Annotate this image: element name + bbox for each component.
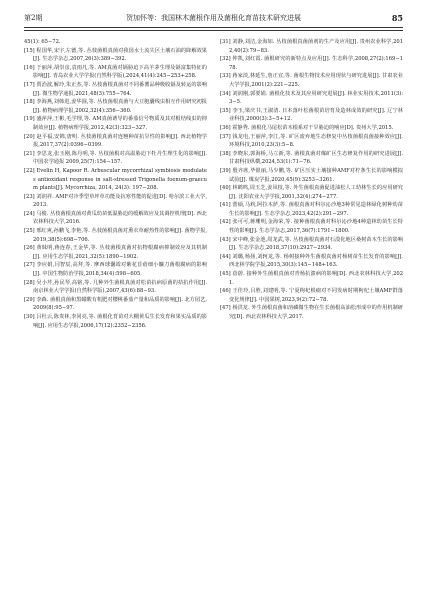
reference-entry (24, 261, 207, 278)
reference-text: 李森. 菌根真菌和黑蜡酸有机肥对樱桃番茄产量和品质的影响[J]. 北方园艺,2009(8):95−97. (33, 296, 207, 312)
reference-text: 贾治波,解玲,朱正杰,等. 丛枝菌根真菌对不同番薯品种吸收镉及转运的影响[J]. 微生物学通报,2021,48(3):755−764. (33, 81, 207, 97)
reference-number: [17] (24, 81, 37, 88)
reference-number: [40] (220, 185, 233, 192)
reference-entry (220, 201, 403, 218)
reference-text: 盛萍萍,王彬,毛学理,等. AM真菌诱导的番茄信号物质及其对根结线虫的抑制效应[J]. 植物病理学报,2012,42(3):323−327. (33, 116, 207, 131)
reference-text: Evelin H, Kapoor R. Arbuscular mycorrhizal symbiosis modulates antioxidant response in salt-stressed Trigonella foenum-graecum plants[J]. Mycorrhiza, 2014, 24(3): 197−208. (33, 167, 207, 192)
reference-number: [45] (220, 271, 233, 278)
running-title: 贺加怀等：我国林木菌根作用及菌根化育苗技术研究进展 (126, 14, 301, 22)
reference-number: [36] (220, 124, 233, 131)
reference-number: [22] (24, 167, 37, 174)
reference-number: [42] (220, 219, 233, 226)
reference-number: [37] (220, 133, 233, 140)
reference-text: 程国华,宋宇,左德,等. 丛枝菌根真菌对我国水土流失区土壤石油的降解效果[J]. 生态学杂志,2007,26(3):389−392. (33, 47, 207, 63)
reference-number: [25] (24, 228, 37, 235)
reference-entry (220, 287, 403, 304)
reference-text: 霍静秀. 菌根化马尾松苗木根系对干旱胁迫的响应[D]. 贵州大学,2015. (232, 124, 394, 131)
reference-number: [43] (220, 236, 233, 243)
header-rule (24, 27, 403, 28)
reference-number: [26] (24, 245, 37, 252)
reference-text: 蒋家淡,林延生,詹正宜,等. 菌根生物技术应用现状与研究进展[J]. 甘肃农业大学学报,2001(2):221−225. (229, 73, 403, 88)
reference-text: 刘璐,杨扬,刘轲龙,等. 杨树接种外生菌根真菌对杨树苗生长发育的影响[J]. 西北林学院学报,2015,30(3):145−148+163. (229, 253, 403, 269)
reference-number: [19] (24, 116, 37, 123)
reference-text: 45(1): 65−72. (24, 39, 61, 45)
reference-text: 刘润刚,郭要娟. 菌根化技术及其应用研究进展[J]. 林业实用技术,2011(3):3−5. (229, 90, 403, 106)
reference-text: 李海燕,刘韩进,姜华圆,等. 丛枝菌根真菌与大豆胞囊线虫相互作用研究初报[J]. 植物病理学报,2002,32(4):356−360. (33, 99, 207, 114)
reference-entry (24, 38, 207, 47)
reference-text: 杨洪龙. 外生菌根真菌和溶磷微生物在生长菌根高油松形成中的作用机制研究[D]. 西北农林科技大学,2017. (229, 305, 403, 320)
reference-number: [44] (220, 253, 233, 260)
reference-number: [30] (24, 314, 37, 320)
reference-number: [16] (24, 64, 37, 71)
reference-column-left (24, 38, 207, 330)
reference-number: [41] (220, 202, 233, 209)
reference-entry (220, 218, 403, 235)
reference-text: 吴小芹,孙民琴,高铭,等. 几种外生菌根真菌对松苗抗病原菌的拮抗作用[J]. 南京林业大学学报(自然科学版),2007,43(6):88−93. (33, 279, 207, 295)
reference-entry (220, 270, 403, 287)
reference-text: 吕杜云,陈贵林,李同亮,等. 菌根化育苗对大棚黄瓜生长发育和果实品质的影响[J]. 应用生态学报,2006,17(12):2352−2356. (33, 314, 207, 329)
reference-number: [33] (220, 73, 233, 80)
reference-text: 邢红爽,孙鹏飞,李艳,等. 丛枝菌根真菌对熏衣草耐热性的影响[J]. 菌物学报,2019,38(5):698−706. (33, 228, 207, 243)
reference-entry (220, 253, 403, 270)
page-number: 85 (391, 13, 403, 23)
reference-number: [29] (24, 296, 37, 303)
reference-number: [23] (24, 193, 37, 200)
reference-number: [27] (24, 262, 37, 269)
reference-entry (24, 47, 207, 64)
issue-number: 第2期 (24, 14, 43, 22)
reference-entry (24, 167, 207, 193)
reference-text: 蓓蔚. 接种外生菌根真菌对青杨抗溃病的影响[D]. 西北农林科技大学,2021. (229, 271, 403, 286)
reference-number: [21] (24, 150, 37, 157)
reference-text: 林鹤鸣,周玉芝,姜凤枝,等. 外生菌根真菌促进油松人工幼林生长的应用研究[J]. 沈阳农业大学学报,2001,32(4):274−277. (229, 185, 403, 200)
reference-entry (220, 38, 403, 55)
reference-entry (24, 210, 207, 227)
reference-entry (24, 227, 207, 244)
reference-entry (24, 115, 207, 132)
reference-text: 殷齐席,毕银丽,马少鹏,等. 矿区压实土壤接种AMF对柠条生长的影响模拟试验[J]. 煤炭学报,2020,45(9):3253−3261. (229, 167, 403, 183)
reference-entry (220, 107, 403, 124)
reference-entry (220, 150, 403, 167)
reference-text: 张可可,蒋珊明,金海荣,等. 接种菌根真菌对科尔沁沙地4种造林幼苗生长特性的影响[J]. 生态学杂志,2017,36(7):1791−1800. (229, 219, 403, 235)
reference-text: 赵平福,安锦,唐明. 丛枝菌根真菌对连翘种苗抗旱性的影响[J]. 西北植物学报,2017,37(2):0396−0399. (33, 133, 207, 149)
header-rule-thin (24, 30, 403, 31)
reference-entry (24, 193, 207, 210)
reference-entry (24, 64, 207, 81)
reference-number: [20] (24, 133, 37, 140)
reference-text: 于丽萍,胡崇彦,袁雨凡,等. AM真菌对镉胁迫下高羊茅生理及镉富集特征的影响[J]. 青岛农业大学学报(自然科学版),2024,41(4):245−253+258. (33, 64, 207, 80)
reference-number: [46] (220, 288, 233, 295)
reference-text: 王佳玲,吕胜,刘建明,等. 宁夏枸杞根瘤对不同发病时期枸杞土壤AMF群落变化规律[J]. 中国果树,2023,9(2):72−78. (229, 288, 403, 303)
reference-text: 宋中峰,张金池,周龙武,等. 丛枝菌根真菌对石漠化地区桑树苗木生长的影响[J]. 生态学杂志,2018,37(10):2927−2934. (229, 236, 403, 252)
reference-text: 仲凯,刘红霞. 菌根研究的新特点及应用[J]. 生态科学,2008,27(2):169−178. (229, 56, 403, 71)
reference-entry (24, 98, 207, 115)
reference-entry (220, 72, 403, 89)
reference-entry (24, 150, 207, 167)
reference-column-right (220, 38, 403, 322)
reference-entry (24, 133, 207, 150)
reference-text: 李玉,梁庆书,王淑清. 日本落叶松菌根苗培育及造林成效的研究[J]. 辽宁林业科技,2000(3):3−5+12. (229, 107, 403, 123)
reference-number: [39] (220, 167, 233, 174)
reference-text: 李思龙,张玉刚,陈丹明,等. 丛枝菌根对高温胁迫下牡丹生理生化的影响[J]. 中国农学通报 2009,25(7):154−157. (33, 150, 207, 166)
reference-entry (220, 236, 403, 253)
reference-number: [28] (24, 279, 37, 286)
reference-text: 马俊. 丛枝菌根真菌对黄瓜幼苗低温胁迫的缓解效应及其调控机理[D]. 西北农林科技大学,2016. (33, 210, 207, 226)
reference-entry (220, 304, 403, 321)
reference-entry (24, 81, 207, 98)
reference-number: [32] (220, 56, 233, 63)
reference-text: 黄昧明,蒋连春,王金华,等. 丛枝菌根真菌对抗物根腐病抑制效应及其机制[J]. 应用生态学报,2021,32(5):1890−1902. (33, 245, 207, 260)
reference-entry (220, 55, 403, 72)
reference-entry (220, 90, 403, 107)
reference-number: [18] (24, 99, 37, 106)
reference-number: [38] (220, 150, 233, 157)
reference-text: 李晓东,郭海桥,马立新,等. 菌根真菌对煤矿区生态修复作用的研究进展[J]. 甘肃科技纵横,2024,53(1):71−76. (229, 150, 403, 166)
reference-entry (220, 133, 403, 150)
reference-text: 刘静,刘洁,金海如. 丛枝菌根真菌菌剂的生产及应用[J]. 贵州农业科学,2012,40(2):79−83. (229, 39, 403, 54)
page-header (24, 14, 403, 28)
reference-entry (220, 124, 403, 133)
reference-entry (24, 296, 207, 313)
reference-number: [15] (24, 47, 37, 54)
reference-text: 蕾硕,马莉,阿拉木萨,等. 菌根真菌对科尔沁沙地3种常见造林绿化树种幼苗生长的影响[J]. 生态学杂志,2023,42(2):291−297. (229, 202, 403, 217)
reference-entry (24, 279, 207, 296)
reference-number: [47] (220, 305, 233, 312)
reference-text: 刘润祥. AMF对冷季型草坪草功能及抗寒性能的促进[D]. 哈尔滨工业大学,2013. (33, 193, 207, 209)
reference-entry (220, 184, 403, 201)
reference-number: [31] (220, 39, 233, 45)
reference-text: 钱龙电,王丽萍,李江,等. 矿区废弃地生态修复中丛枝菌根真菌接种效应[J]. 环境科技,2010,23(3):5−8. (229, 133, 403, 149)
reference-number: [24] (24, 210, 37, 217)
reference-text: 李应娟,闫智辰,高拜,等. 摩西球囊霉对紫花苜蓿细小镰刀菌根腐病的影响[J]. 中国生物防治学报,2018,34(4):598−605. (33, 262, 207, 278)
reference-number: [35] (220, 107, 233, 114)
reference-entry (220, 167, 403, 184)
reference-number: [34] (220, 90, 233, 97)
reference-entry (24, 244, 207, 261)
reference-entry (24, 313, 207, 330)
